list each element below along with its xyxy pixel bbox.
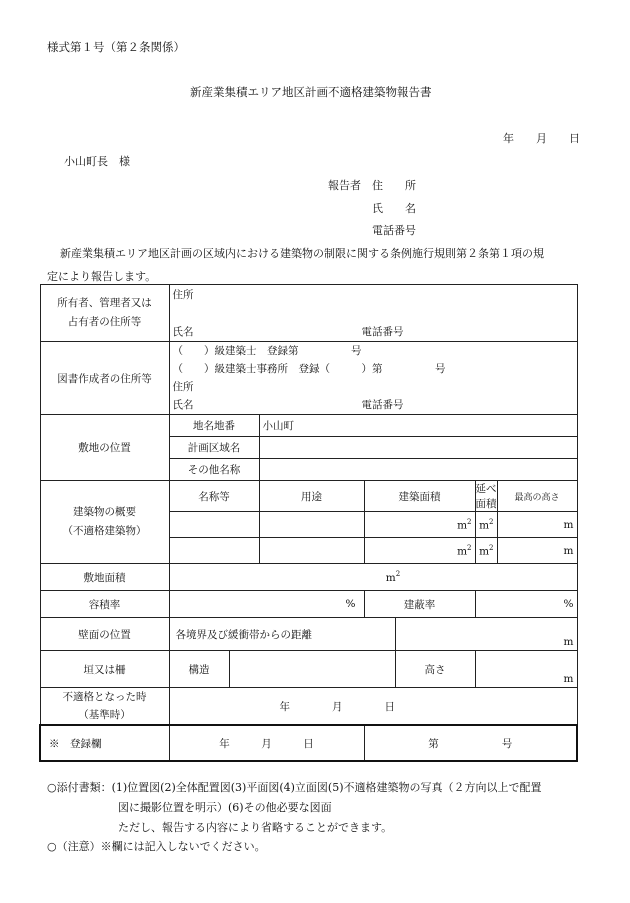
building-label: 建築物の概要 （不適格建築物） (40, 481, 169, 564)
ratio-row (40, 591, 577, 618)
reporter-name-label: 氏 名 (372, 202, 416, 215)
wall-row (40, 618, 577, 651)
owner-name-label: 氏名 (172, 326, 194, 338)
wall-desc: 各境界及び緩衝帯からの距離 (169, 618, 395, 651)
addressee: 小山町長 様 (64, 155, 130, 168)
b1-floor-area[interactable]: $m^2$ (475, 512, 497, 538)
b1-building-area[interactable]: $m^2$ (364, 512, 475, 538)
site-area-label: 敷地面積 (40, 564, 169, 591)
fence-height-value[interactable]: m (475, 651, 577, 688)
far-value[interactable]: % (169, 591, 364, 618)
site-row-lot (40, 415, 577, 437)
registry-date: 年 月 日 (169, 725, 364, 761)
far-label: 容積率 (40, 591, 169, 618)
nonconform-date[interactable]: 年 月 日 (169, 688, 577, 726)
lot-label: 地名地番 (169, 415, 259, 437)
designer-phone-label: 電話番号 (361, 399, 404, 411)
other-name-value[interactable] (259, 459, 577, 481)
office-line: （ ）級建築士事務所 登録（ ）第 号 (172, 363, 446, 375)
designer-name-label: 氏名 (172, 399, 194, 411)
col-use: 用途 (259, 481, 364, 512)
fence-structure-value[interactable] (229, 651, 395, 688)
report-table (39, 284, 578, 762)
designer-label: 図書作成者の住所等 (40, 342, 169, 415)
designer-row (40, 342, 577, 415)
fence-structure-label: 構造 (169, 651, 229, 688)
owner-phone-label: 電話番号 (361, 326, 404, 338)
building-header-row (40, 481, 577, 512)
lot-value[interactable]: 小山町 (259, 415, 577, 437)
zone-label: 計画区域名 (169, 437, 259, 459)
date-line: 年 月 日 (503, 132, 580, 145)
nonconform-label: 不適格となった時 （基準時） (40, 688, 169, 726)
document-title: 新産業集積エリア地区計画不適格建築物報告書 (190, 85, 432, 99)
b1-max-height[interactable]: m (497, 512, 577, 538)
owner-address-label: 住所 (172, 289, 194, 301)
registry-label: ※ 登録欄 (40, 725, 169, 761)
nonconform-row (40, 688, 577, 726)
registry-row (40, 725, 577, 761)
b2-building-area[interactable]: $m^2$ (364, 538, 475, 564)
other-name-label: その他名称 (169, 459, 259, 481)
designer-cell[interactable] (169, 342, 577, 415)
b1-name[interactable] (169, 512, 259, 538)
intro-line-1: 新産業集積エリア地区計画の区域内における建築物の制限に関する条例施行規則第２条第１項の規 (60, 247, 544, 260)
fence-label: 垣又は柵 (40, 651, 169, 688)
registry-number: 第 号 (364, 725, 577, 761)
col-floor-area: 延べ面積 (475, 481, 497, 512)
b1-use[interactable] (259, 512, 364, 538)
fence-row (40, 651, 577, 688)
intro-line-2: 定により報告します。 (47, 270, 157, 283)
wall-label: 壁面の位置 (40, 618, 169, 651)
attachments-line-1: ○添付書類：(1)位置図(2)全体配置図(3)平面図(4)立面図(5)不適格建築物の写真（２方向以上で配置 (47, 781, 542, 794)
b2-max-height[interactable]: m (497, 538, 577, 564)
owner-row (40, 285, 577, 342)
site-label: 敷地の位置 (40, 415, 169, 481)
site-area-row (40, 564, 577, 591)
b2-use[interactable] (259, 538, 364, 564)
b2-floor-area[interactable]: $m^2$ (475, 538, 497, 564)
zone-value[interactable] (259, 437, 577, 459)
bcr-label: 建蔽率 (364, 591, 475, 618)
bcr-value[interactable]: % (475, 591, 577, 618)
reporter-address-label: 住 所 (372, 179, 416, 192)
b2-name[interactable] (169, 538, 259, 564)
form-number: 様式第１号（第２条関係） (47, 40, 185, 54)
owner-label: 所有者、管理者又は 占有者の住所等 (40, 285, 169, 342)
site-area-value[interactable]: $m^2$ (169, 564, 577, 591)
owner-cell[interactable] (169, 285, 577, 342)
wall-value[interactable]: m (395, 618, 577, 651)
col-max-height: 最高の高さ (497, 481, 577, 512)
attachments-line-3: ただし、報告する内容により省略することができます。 (118, 821, 393, 834)
designer-address-label: 住所 (172, 381, 194, 393)
fence-height-label: 高さ (395, 651, 475, 688)
reporter-label: 報告者 (328, 179, 361, 192)
reporter-phone-label: 電話番号 (372, 224, 416, 237)
attachments-line-2: 図に撮影位置を明示）(6)その他必要な図面 (118, 801, 332, 814)
architect-line: （ ）級建築士 登録第 号 (172, 345, 362, 357)
col-name: 名称等 (169, 481, 259, 512)
col-building-area: 建築面積 (364, 481, 475, 512)
caution-note: ○（注意）※欄には記入しないでください。 (47, 840, 266, 853)
